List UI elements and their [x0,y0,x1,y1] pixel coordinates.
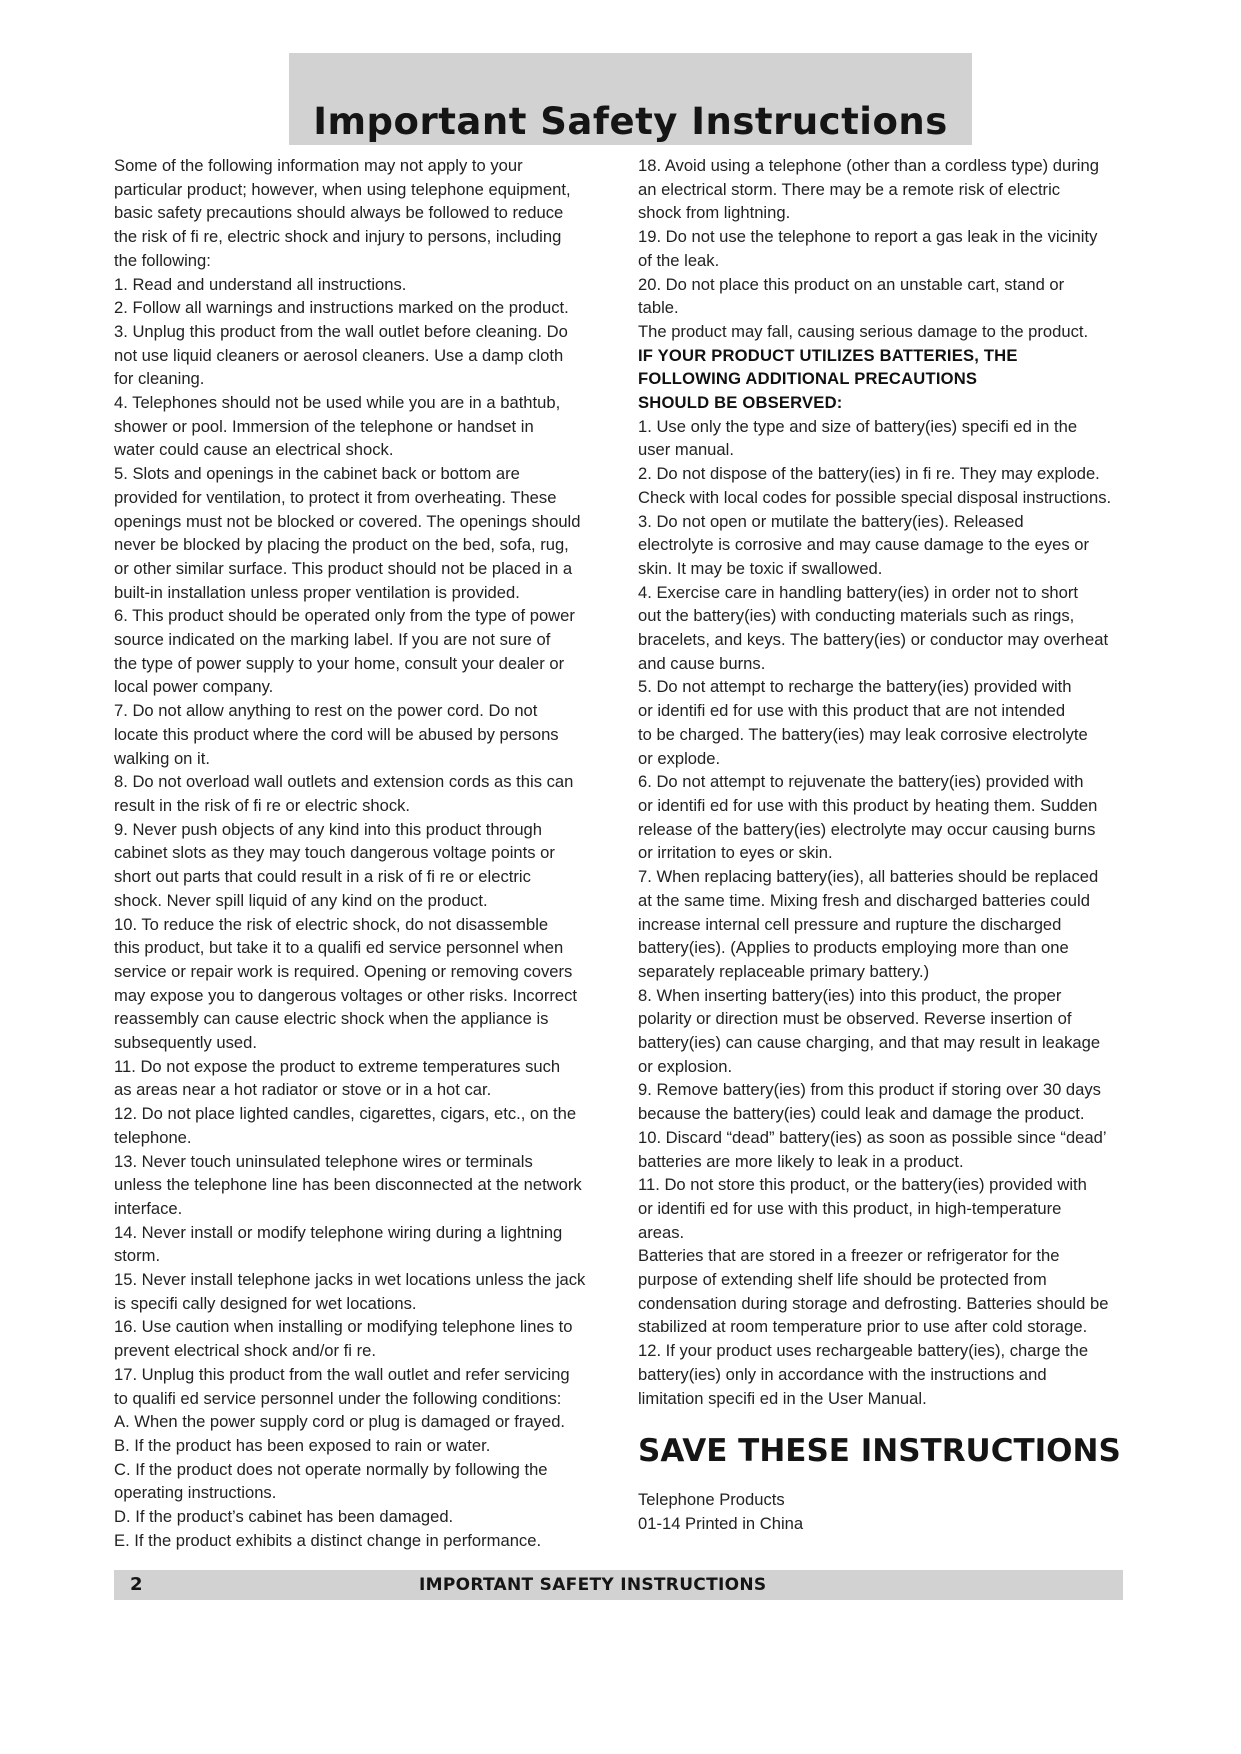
text-line: walking on it. [114,748,210,768]
text-line: release of the battery(ies) electrolyte may occur causing burns [638,819,1096,839]
text-line: reassembly can cause electric shock when the appliance is [114,1009,549,1029]
text-line: E. If the product exhibits a distinct change in performance. [114,1530,542,1550]
text-line: shock from lightning. [638,203,791,223]
text-line: an electrical storm. There may be a remote risk of electric [638,179,1061,199]
text-line: or identifi ed for use with this product that are not intended [638,701,1066,721]
text-line: 5. Slots and openings in the cabinet back or bottom are [114,464,520,484]
text-line: the type of power supply to your home, consult your dealer or [114,653,565,673]
text-line: 2. Do not dispose of the battery(ies) in fi re. They may explode. [638,464,1100,484]
text-line: The product may fall, causing serious damage to the product. [638,321,1089,341]
text-line: 13. Never touch uninsulated telephone wires or terminals [114,1151,533,1171]
text-line: 4. Telephones should not be used while you are in a bathtub, [114,393,561,413]
text-line: 10. To reduce the risk of electric shock, do not disassemble [114,914,549,934]
battery-item [638,865,1135,984]
safety-item [114,154,614,273]
print-info: 01-14 Printed in China [638,1513,804,1533]
safety-item [114,1363,614,1410]
safety-item [114,296,614,320]
battery-item [638,581,1135,676]
text-line: local power company. [114,677,274,697]
text-line: B. If the product has been exposed to rain or water. [114,1435,491,1455]
safety-item [638,273,1135,320]
text-line: storm. [114,1246,161,1266]
safety-item [114,1505,614,1529]
safety-item [114,1458,614,1505]
heading-line: FOLLOWING ADDITIONAL PRECAUTIONS [638,369,978,389]
text-line: the risk of fi re, electric shock and injury to persons, including [114,227,562,247]
battery-item [638,1244,1135,1339]
text-line: unless the telephone line has been disconnected at the network [114,1175,582,1195]
text-line: 2. Follow all warnings and instructions marked on the product. [114,298,569,318]
footer-title: IMPORTANT SAFETY INSTRUCTIONS [419,1575,767,1595]
text-line: batteries are more likely to leak in a product. [638,1151,964,1171]
safety-items-continued [638,154,1135,344]
text-line: stabilized at room temperature prior to use after cold storage. [638,1317,1088,1337]
text-line: shower or pool. Immersion of the telephone or handset in [114,416,534,436]
safety-item [114,1055,614,1102]
text-line: 10. Discard “dead” battery(ies) as soon as possible since “dead’ [638,1127,1107,1147]
battery-item [638,1126,1135,1173]
safety-item [114,1221,614,1268]
text-line: 4. Exercise care in handling battery(ies) in order not to short [638,582,1078,602]
text-line: this product, but take it to a qualifi ed service personnel when [114,938,564,958]
text-line: 8. Do not overload wall outlets and extension cords as this can [114,772,574,792]
text-line: 3. Do not open or mutilate the battery(ies). Released [638,511,1024,531]
text-line: Check with local codes for possible special disposal instructions. [638,487,1112,507]
text-line: telephone. [114,1127,192,1147]
page-title: Important Safety Instructions [313,100,948,143]
heading-line: IF YOUR PRODUCT UTILIZES BATTERIES, THE [638,345,1018,365]
safety-item [638,320,1135,344]
footer-bar [114,1570,1123,1600]
text-line: areas. [638,1222,685,1242]
battery-precautions-list [638,415,1135,1411]
text-line: shock. Never spill liquid of any kind on the product. [114,890,488,910]
text-line: to qualifi ed service personnel under the following conditions: [114,1388,562,1408]
text-line: battery(ies). (Applies to products employing more than one [638,938,1069,958]
safety-item [638,225,1135,272]
text-line: 8. When inserting battery(ies) into this product, the proper [638,985,1062,1005]
text-line: openings must not be blocked or covered. The openings should [114,511,581,531]
text-line: table. [638,298,679,318]
left-column [114,154,614,1552]
text-line: 18. Avoid using a telephone (other than a cordless type) during [638,156,1099,175]
text-line: increase internal cell pressure and rupture the discharged [638,914,1062,934]
text-line: because the battery(ies) could leak and damage the product. [638,1104,1085,1124]
battery-item [638,770,1135,865]
page-number: 2 [130,1574,143,1595]
text-line: out the battery(ies) with conducting materials such as rings, [638,606,1075,626]
text-line: 11. Do not store this product, or the battery(ies) provided with [638,1175,1087,1195]
text-line: not use liquid cleaners or aerosol cleaners. Use a damp cloth [114,345,564,365]
text-line: 9. Remove battery(ies) from this product if storing over 30 days [638,1080,1101,1100]
text-line: C. If the product does not operate normally by following the [114,1459,548,1479]
text-line: user manual. [638,440,734,460]
text-line: 20. Do not place this product on an unstable cart, stand or [638,274,1065,294]
safety-item [114,604,614,699]
text-line: provided for ventilation, to protect it from overheating. These [114,487,557,507]
text-line: 16. Use caution when installing or modifying telephone lines to [114,1317,573,1337]
battery-item [638,1339,1135,1410]
safety-item [114,462,614,604]
text-line: D. If the product’s cabinet has been damaged. [114,1507,454,1527]
text-line: Batteries that are stored in a freezer or refrigerator for the [638,1246,1060,1266]
text-line: source indicated on the marking label. If you are not sure of [114,630,551,650]
text-line: polarity or direction must be observed. Reverse insertion of [638,1009,1072,1029]
text-line: service or repair work is required. Opening or removing covers [114,961,573,981]
safety-item [114,320,614,391]
product-line: Telephone Products [638,1490,785,1510]
safety-item [114,913,614,1055]
text-line: 12. Do not place lighted candles, cigarettes, cigars, etc., on the [114,1104,577,1124]
battery-item [638,1078,1135,1125]
text-line: 7. When replacing battery(ies), all batteries should be replaced [638,867,1099,887]
safety-item [638,154,1135,225]
text-line: 5. Do not attempt to recharge the battery(ies) provided with [638,677,1072,697]
text-line: 12. If your product uses rechargeable battery(ies), charge the [638,1341,1089,1361]
text-line: or identifi ed for use with this product by heating them. Sudden [638,795,1098,815]
text-line: 1. Use only the type and size of battery(ies) specifi ed in the [638,416,1078,436]
text-line: 7. Do not allow anything to rest on the power cord. Do not [114,701,538,721]
text-line: battery(ies) can cause charging, and that may result in leakage [638,1033,1101,1053]
text-line: never be blocked by placing the product on the bed, sofa, rug, [114,535,569,555]
safety-item [114,391,614,462]
safety-item [114,1410,614,1434]
text-line: or irritation to eyes or skin. [638,843,833,863]
text-line: 15. Never install telephone jacks in wet locations unless the jack [114,1270,586,1290]
text-line: the following: [114,250,211,270]
text-line: cabinet slots as they may touch dangerous voltage points or [114,843,555,863]
text-line: built-in installation unless proper ventilation is provided. [114,582,520,602]
text-line: result in the risk of fi re or electric shock. [114,795,411,815]
text-line: at the same time. Mixing fresh and discharged batteries could [638,890,1090,910]
text-line: separately replaceable primary battery.) [638,961,930,981]
text-line: 6. Do not attempt to rejuvenate the battery(ies) provided with [638,772,1084,792]
text-line: to be charged. The battery(ies) may leak corrosive electrolyte [638,724,1088,744]
text-line: 14. Never install or modify telephone wiring during a lightning [114,1222,563,1242]
safety-item [114,1315,614,1362]
text-line: particular product; however, when using telephone equipment, [114,179,571,199]
text-line: locate this product where the cord will be abused by persons [114,724,559,744]
text-line: subsequently used. [114,1033,257,1053]
right-column [638,154,1135,1536]
text-line: water could cause an electrical shock. [114,440,394,460]
text-line: for cleaning. [114,369,205,389]
battery-item [638,984,1135,1079]
battery-item [638,415,1135,462]
text-line: and cause burns. [638,653,766,673]
text-line: or other similar surface. This product should not be placed in a [114,558,573,578]
battery-precautions-heading [638,344,1135,415]
text-line: 6. This product should be operated only from the type of power [114,606,575,626]
safety-item [114,1268,614,1315]
text-line: 19. Do not use the telephone to report a gas leak in the vicinity [638,227,1098,247]
safety-item [114,1529,614,1553]
safety-item [114,1102,614,1149]
battery-item [638,1173,1135,1244]
text-line: 9. Never push objects of any kind into this product through [114,819,543,839]
text-line: as areas near a hot radiator or stove or in a hot car. [114,1080,492,1100]
safety-item [114,1150,614,1221]
text-line: 1. Read and understand all instructions. [114,274,407,294]
battery-item [638,675,1135,770]
text-line: may expose you to dangerous voltages or other risks. Incorrect [114,985,578,1005]
title-banner [289,53,972,145]
safety-item [114,818,614,913]
text-line: condensation during storage and defrosting. Batteries should be [638,1293,1109,1313]
battery-item [638,510,1135,581]
text-line: is specifi cally designed for wet locations. [114,1293,417,1313]
text-line: prevent electrical shock and/or fi re. [114,1341,376,1361]
text-line: 11. Do not expose the product to extreme temperatures such [114,1056,561,1076]
text-line: purpose of extending shelf life should be protected from [638,1270,1047,1290]
text-line: 3. Unplug this product from the wall outlet before cleaning. Do [114,321,568,341]
text-line: operating instructions. [114,1483,277,1503]
text-line: limitation specifi ed in the User Manual. [638,1388,927,1408]
heading-line: SHOULD BE OBSERVED: [638,393,843,413]
safety-item [114,273,614,297]
text-line: electrolyte is corrosive and may cause damage to the eyes or [638,535,1090,555]
text-line: 17. Unplug this product from the wall outlet and refer servicing [114,1364,570,1384]
text-line: interface. [114,1198,183,1218]
safety-item [114,699,614,770]
battery-item [638,462,1135,509]
text-line: bracelets, and keys. The battery(ies) or conductor may overheat [638,630,1109,650]
safety-item [114,1434,614,1458]
text-line: skin. It may be toxic if swallowed. [638,558,883,578]
text-line: basic safety precautions should always be followed to reduce [114,203,564,223]
text-line: or explode. [638,748,721,768]
text-line: short out parts that could result in a risk of fi re or electric [114,867,531,887]
safety-item [114,770,614,817]
text-line: of the leak. [638,250,720,270]
text-line: or explosion. [638,1056,733,1076]
text-line: or identifi ed for use with this product, in high-temperature [638,1198,1062,1218]
text-line: Some of the following information may not apply to your [114,156,523,175]
save-instructions-heading: SAVE THESE INSTRUCTIONS [638,1433,1121,1470]
text-line: battery(ies) only in accordance with the instructions and [638,1364,1047,1384]
text-line: A. When the power supply cord or plug is damaged or frayed. [114,1412,566,1432]
